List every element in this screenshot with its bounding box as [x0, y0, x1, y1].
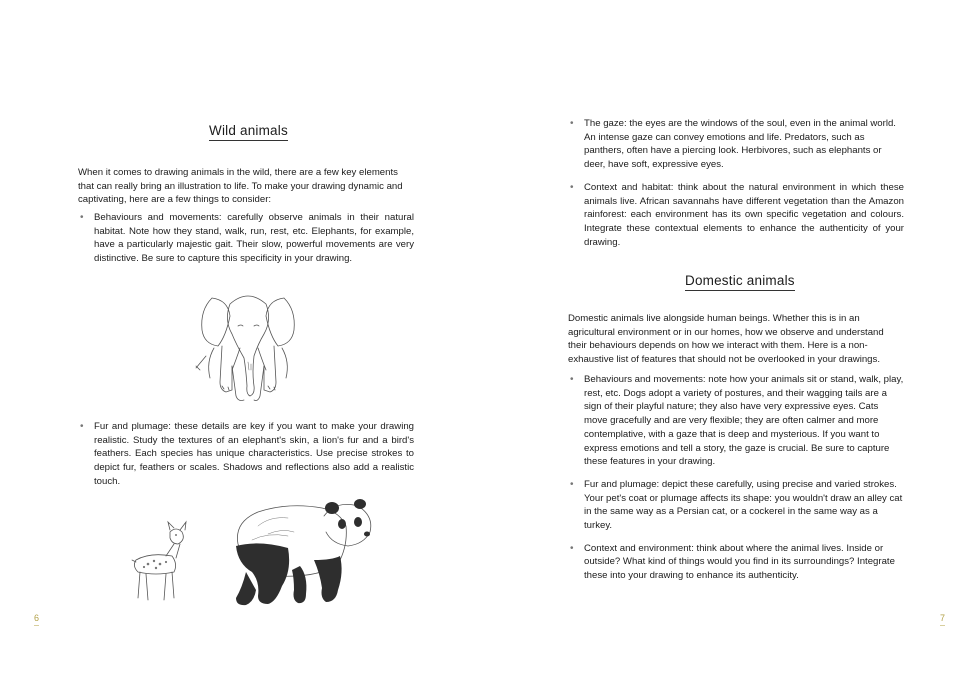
list-item	[568, 117, 904, 172]
fawn-illustration	[126, 520, 200, 604]
wild-animals-intro: When it comes to drawing animals in the wild, there are a few key elements that can really bring an illustration to life. To make your drawing dynamic and captivating, here are a few things to consider:	[78, 167, 403, 206]
elephant-illustration	[192, 286, 304, 406]
wild-bullet-list-1	[78, 211, 414, 275]
page-number-left: 6	[34, 613, 39, 626]
list-item	[78, 211, 414, 266]
bullet-text-domestic-behaviour: Behaviours and movements: note how your animals sit or stand, walk, play, rest, etc. Dogs adopt a variety of postures, and their wagging tails are a sign of their playful nature; they also have very expressive eyes. Cats move gracefully and are very flexible; they are often calmer and more contemplative, with a gaze that is deep and mysterious. If you want to express emotions and tell a story, the gaze is crucial. Be sure to capture these features in your drawing.	[584, 374, 904, 468]
bullet-dot: •	[80, 212, 84, 223]
bullet-text-domestic-fur: Fur and plumage: depict these carefully, using precise and varied strokes. Your pet's coat or plumage affects its shape: you wouldn't draw an alley cat in the same way as a Persian cat, or a cockerel in the same way as a turkey.	[584, 478, 903, 532]
bullet-dot: •	[570, 374, 574, 385]
bullet-dot: •	[570, 478, 574, 490]
bullet-dot: •	[570, 118, 574, 129]
right-page	[490, 0, 980, 700]
list-item	[78, 420, 414, 489]
bullet-dot: •	[80, 421, 84, 432]
wild-bullet-list-3	[568, 117, 904, 258]
list-item	[568, 373, 904, 469]
panda-illustration	[228, 486, 376, 610]
bullet-text-fur: Fur and plumage: these details are key if you want to make your drawing realistic. Study the textures of an elephant's skin, a lion's fur and a bird's feathers. Each species has unique characteristics. Use precise strokes to depict fur, feathers or scales. Shadows and reflections also add a realistic touch.	[94, 421, 414, 487]
bullet-text-context-wild: Context and habitat: think about the natural environment in which these animals live. African savannahs have different vegetation than the Amazon rainforest: each environment has its own specific vegetation and colours. Integrate these contextual elements to enhance the authenticity of your drawing.	[584, 181, 904, 248]
bullet-dot: •	[570, 181, 574, 193]
bullet-text-behaviour: Behaviours and movements: carefully observe animals in their natural habitat. Note how they stand, walk, run, rest, etc. Elephants, for example, have a particularly majestic gait. Their slow, powerful movements are very distinctive. Be sure to capture this specificity in your drawing.	[94, 212, 414, 265]
bullet-text-domestic-context: Context and environment: think about where the animal lives. Inside or outside? What kind of things would you find in its surroundings? Integrate these into your drawing to enhance its authenticity.	[584, 542, 895, 582]
bullet-dot: •	[570, 542, 574, 554]
domestic-animals-intro: Domestic animals live alongside human beings. Whether this is in an agricultural environment or in our homes, how we observe and understand their behaviours depends on how we interact with them. Here is a non-exhaustive list of features that should not be overlooked in your drawings.	[568, 313, 884, 366]
list-item	[568, 478, 904, 533]
wild-animals-heading: Wild animals	[209, 123, 288, 141]
page-number-right: 7	[940, 613, 945, 626]
domestic-bullet-list	[568, 373, 904, 592]
list-item	[568, 542, 904, 583]
domestic-animals-heading: Domestic animals	[685, 273, 795, 291]
bullet-text-gaze: The gaze: the eyes are the windows of the soul, even in the animal world. An intense gaze can convey emotions and life. Predators, such as panthers, often have a piercing look. Herbivores, such as elephants or deer, have soft, expressive eyes.	[584, 118, 896, 171]
list-item	[568, 181, 904, 250]
